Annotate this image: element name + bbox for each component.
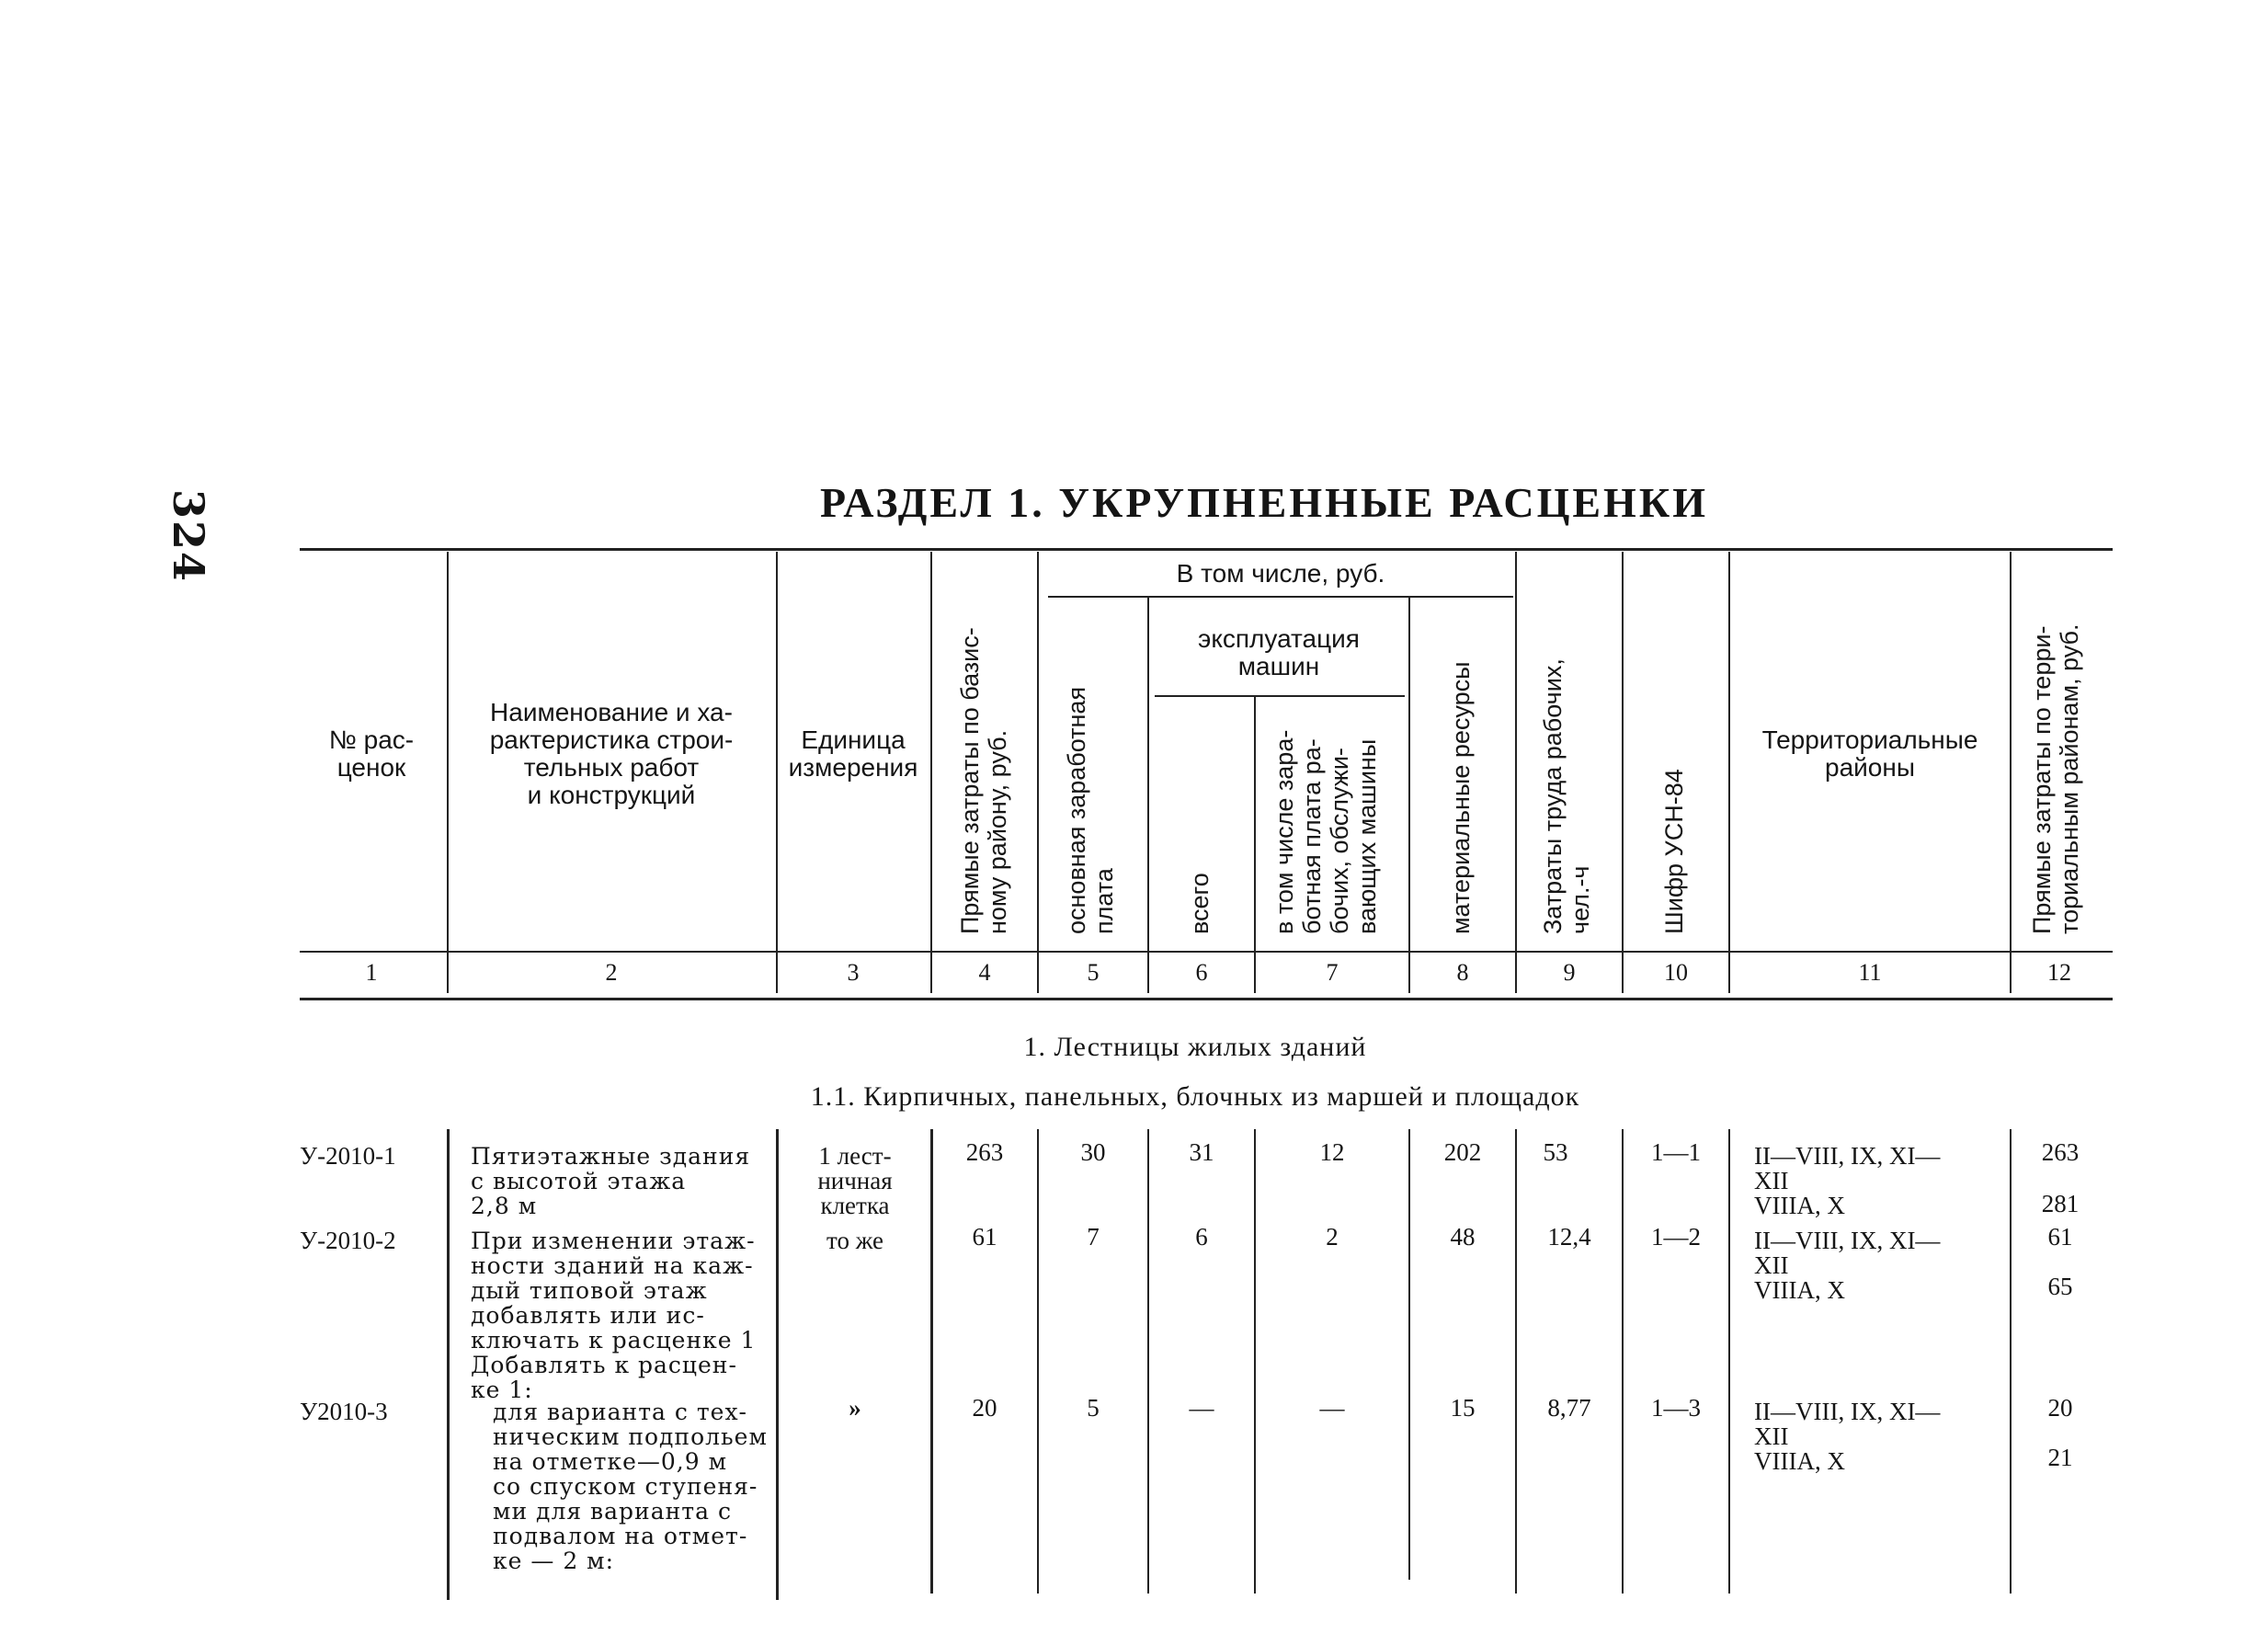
section-heading: 1. Лестницы жилых зданий (1023, 1032, 1367, 1062)
header-labor: Затраты труда рабочих, чел.-ч (1539, 658, 1594, 934)
page-title: РАЗДЕЛ 1. УКРУПНЕННЫЕ РАСЦЕНКИ (820, 479, 1708, 526)
table-row-name: Пятиэтажные здания с высотой этажа 2,8 м (471, 1143, 751, 1219)
header-regions: Территориальные районы (1761, 725, 1978, 782)
column-number: 2 (605, 959, 618, 986)
header-vline (1037, 552, 1039, 993)
body-vline (930, 1129, 933, 1594)
table-row-code: У2010-3 (300, 1398, 388, 1425)
table-row-machines-total: 6 (1195, 1223, 1208, 1251)
table-row-wages: 5 (1087, 1394, 1100, 1422)
table-row-machines-wages: 12 (1319, 1138, 1345, 1166)
column-number: 4 (978, 959, 991, 986)
table-row-unit: то же (826, 1227, 883, 1254)
table-row-regional-cost: 20 (2047, 1394, 2073, 1422)
table-row-labor: 8,77 (1547, 1394, 1591, 1422)
table-row-labor: 53 (1543, 1138, 1568, 1166)
group-rule (1048, 596, 1513, 598)
table-row-materials: 202 (1443, 1138, 1482, 1166)
column-number: 5 (1087, 959, 1100, 986)
table-row-materials: 15 (1450, 1394, 1476, 1422)
column-number: 11 (1858, 959, 1882, 986)
body-vline (1515, 1129, 1517, 1594)
table-row-machines-total: — (1189, 1394, 1214, 1422)
table-row-machines-wages: — (1319, 1394, 1345, 1422)
table-row-wages: 7 (1087, 1223, 1100, 1251)
table-row-unit: 1 лест- ничная клетка (817, 1142, 893, 1219)
header-direct-costs: Прямые затраты по базис- ному району, руб. (956, 627, 1011, 934)
table-row-code: У-2010-1 (300, 1142, 396, 1170)
header-vline (1254, 697, 1256, 993)
column-number: 8 (1456, 959, 1469, 986)
body-vline (1622, 1129, 1624, 1594)
table-row-name: При изменении этаж- ности зданий на каж- дый типовой этаж добавлять или ис- ключать к расценке 1 Добавлять к расцен- ке 1: (471, 1228, 757, 1403)
table-row-region: II—VIII, IX, XI— XII (1754, 1142, 1941, 1194)
body-vline (1728, 1129, 1730, 1594)
header-machines-total: всего (1186, 873, 1214, 934)
table-row-regional-cost: 61 (2047, 1223, 2073, 1251)
header-vline (1147, 598, 1149, 993)
table-top-rule (300, 548, 2113, 551)
column-number: 3 (847, 959, 860, 986)
table-row-regional-cost: 65 (2047, 1273, 2073, 1300)
header-machines-wages: в том числе зара- ботная плата ра- бочих, обслужи- вающих машины (1271, 729, 1381, 934)
header-unit: Единица измерения (788, 725, 918, 782)
header-vline (447, 552, 449, 993)
body-vline (447, 1129, 450, 1600)
table-row-regional-cost: 21 (2047, 1444, 2073, 1471)
table-row-region: VIIIA, X (1754, 1276, 1845, 1304)
table-row-machines-wages: 2 (1326, 1223, 1339, 1251)
table-row-direct: 263 (965, 1138, 1004, 1166)
header-machines: эксплуатация машин (1198, 624, 1360, 680)
table-row-region: II—VIII, IX, XI— XII (1754, 1227, 1941, 1279)
page-number: 324 (164, 489, 213, 584)
table-row-usn: 1—2 (1651, 1223, 1701, 1251)
body-vline (1254, 1129, 1256, 1594)
table-row-labor: 12,4 (1547, 1223, 1591, 1251)
header-vline (776, 552, 778, 993)
table-row-direct: 20 (972, 1394, 997, 1422)
header-vline (1515, 552, 1517, 993)
table-row-region: VIIIA, X (1754, 1447, 1845, 1475)
table-row-code: У-2010-2 (300, 1227, 396, 1254)
table-row-regional-cost: 281 (2041, 1190, 2080, 1217)
body-vline (1147, 1129, 1149, 1594)
header-group: В том числе, руб. (1176, 559, 1385, 588)
header-vline (1622, 552, 1624, 993)
numbers-bottom-rule (300, 998, 2113, 1000)
table-row-materials: 48 (1450, 1223, 1476, 1251)
table-row-regional-cost: 263 (2041, 1138, 2080, 1166)
body-vline (1408, 1129, 1410, 1580)
column-number: 7 (1326, 959, 1339, 986)
table-row-wages: 30 (1080, 1138, 1106, 1166)
body-vline (1037, 1129, 1039, 1594)
body-vline (2010, 1129, 2012, 1594)
header-vline (1728, 552, 1730, 993)
body-vline (776, 1129, 779, 1600)
column-number: 6 (1195, 959, 1208, 986)
table-row-usn: 1—3 (1651, 1394, 1701, 1422)
column-number: 1 (365, 959, 378, 986)
header-vline (930, 552, 932, 993)
machines-rule (1155, 695, 1405, 697)
header-code: № рас- ценок (328, 725, 415, 782)
column-number: 9 (1563, 959, 1576, 986)
table-row-usn: 1—1 (1651, 1138, 1701, 1166)
table-row-direct: 61 (972, 1223, 997, 1251)
table-row-region: II—VIII, IX, XI— XII (1754, 1398, 1941, 1450)
column-number: 12 (2047, 959, 2071, 986)
header-vline (2010, 552, 2012, 993)
table-row-machines-total: 31 (1189, 1138, 1214, 1166)
subsection-heading: 1.1. Кирпичных, панельных, блочных из маршей и площадок (810, 1081, 1580, 1112)
column-number: 10 (1664, 959, 1688, 986)
table-row-region: VIIIA, X (1754, 1192, 1845, 1219)
header-materials: материальные ресурсы (1447, 661, 1475, 934)
header-wages: основная заработная плата (1063, 686, 1118, 934)
header-usn: Шифр УСН-84 (1660, 769, 1688, 934)
header-regional-costs: Прямые затраты по терри- ториальным районам, руб. (2028, 623, 2083, 934)
table-row-unit: » (849, 1394, 861, 1422)
header-vline (1408, 598, 1410, 993)
header-bottom-rule (300, 951, 2113, 953)
header-name: Наименование и ха- рактеристика строи- тельных работ и конструкций (489, 698, 734, 809)
table-row-name: для варианта с тех- ническим подпольем на отметке—0,9 м со спуском ступеня- ми для варианта с подвалом на отмет- ке — 2 м: (493, 1399, 768, 1574)
